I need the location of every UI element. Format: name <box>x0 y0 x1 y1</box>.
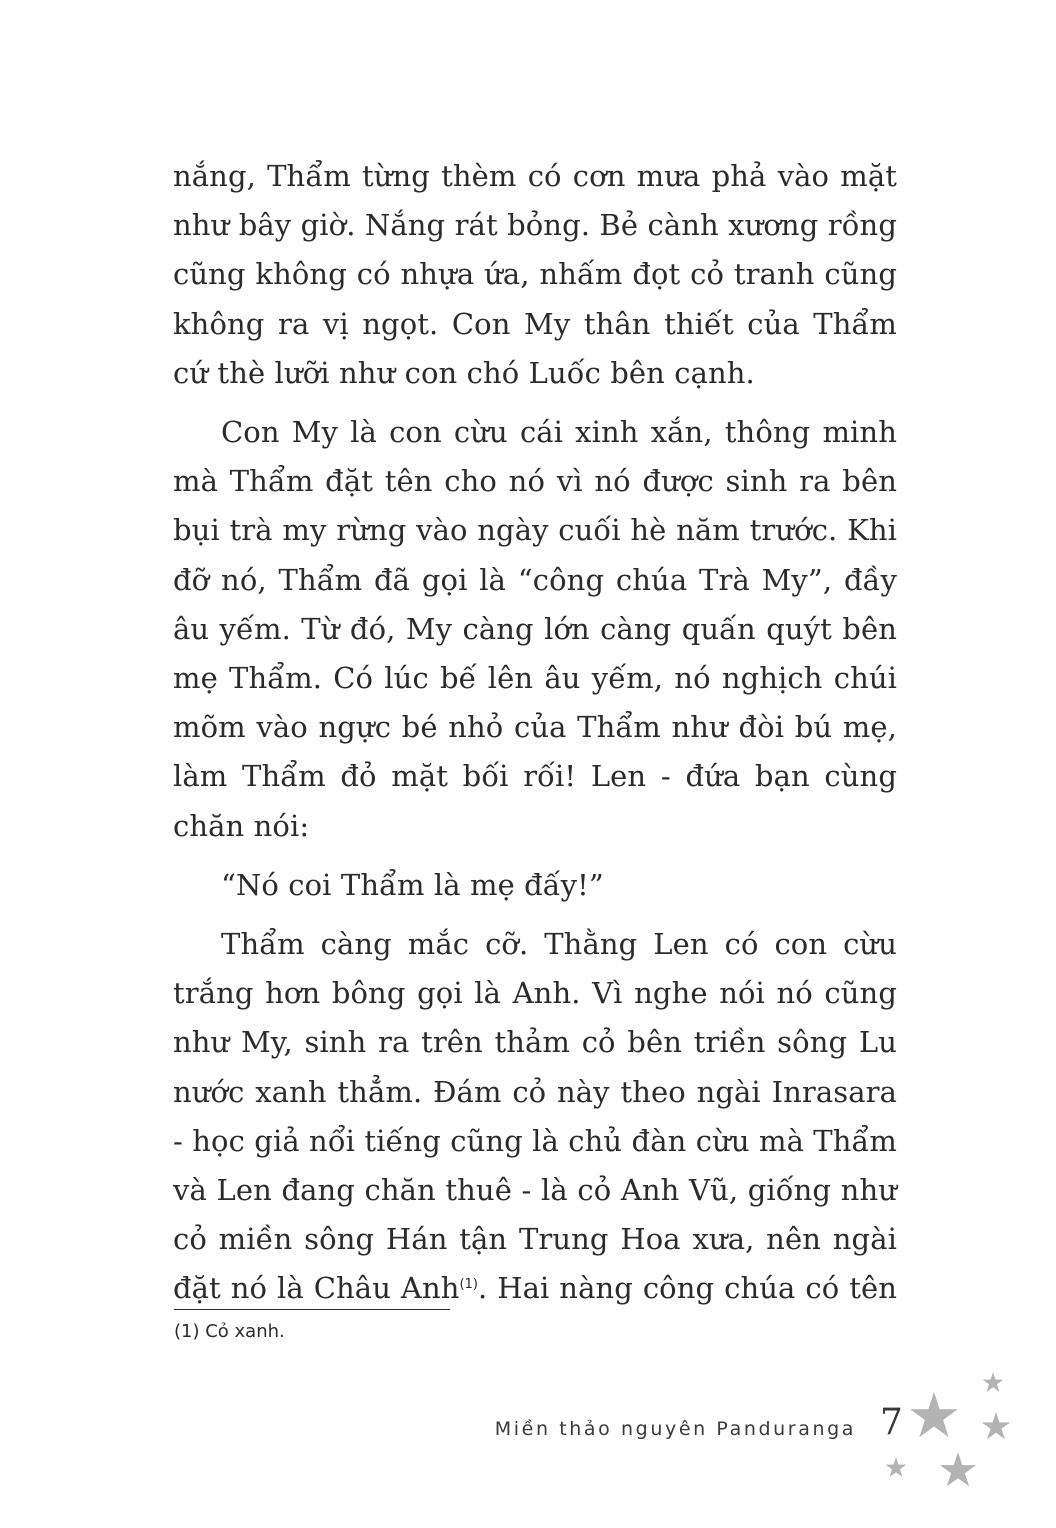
footnote-marker[interactable]: (1) <box>459 1277 478 1293</box>
paragraph-4 <box>173 920 897 1314</box>
star-icon <box>982 1412 1011 1439</box>
body-text <box>173 152 897 1314</box>
paragraph-1: nắng, Thẩm từng thèm có cơn mưa phả vào mặt như bây giờ. Nắng rát bỏng. Bẻ cành xương rồng cũng không có nhựa ứa, nhấm đọt cỏ tranh cũng không ra vị ngọt. Con My thân thiết của Thẩm cứ thè lưỡi như con chó Luốc bên cạnh. <box>173 159 897 390</box>
footnote-divider <box>174 1309 450 1310</box>
star-icon <box>910 1392 958 1437</box>
paragraph-2: Con My là con cừu cái xinh xắn, thông minh mà Thẩm đặt tên cho nó vì nó được sinh ra bên bụi trà my rừng vào ngày cuối hè năm trước. Khi đỡ nó, Thẩm đã gọi là “công chúa Trà My”, đầy âu yếm. Từ đó, My càng lớn càng quấn quýt bên mẹ Thẩm. Có lúc bế lên âu yếm, nó nghịch chúi mõm vào ngực bé nhỏ của Thẩm như đòi bú mẹ, làm Thẩm đỏ mặt bối rối! Len - đứa bạn cùng chăn nói: <box>173 415 897 843</box>
star-icon <box>886 1457 907 1477</box>
paragraph-4-tail: . Hai nàng công chúa có tên <box>477 1271 897 1306</box>
star-icon <box>940 1452 976 1486</box>
paragraph-3-quote: “Nó coi Thẩm là mẹ đấy!” <box>221 867 604 902</box>
footnote-text: (1) Cỏ xanh. <box>174 1321 285 1342</box>
running-title: Miền thảo nguyên Panduranga <box>494 1418 856 1440</box>
page-number: 7 <box>880 1402 903 1443</box>
stars-decoration <box>876 1364 1026 1494</box>
paragraph-4-text: Thẩm càng mắc cỡ. Thằng Len có con cừu trắng hơn bông gọi là Anh. Vì nghe nói nó cũng như My, sinh ra trên thảm cỏ bên triền sông Lu nước xanh thẳm. Đám cỏ này theo ngài Inrasara - học giả nổi tiếng cũng là chủ đàn cừu mà Thẩm và Len đang chăn thuê - là cỏ Anh Vũ, giống như cỏ miền sông Hán tận Trung Hoa xưa, nên ngài đặt nó là Châu Anh <box>173 927 897 1306</box>
star-icon <box>983 1372 1004 1392</box>
